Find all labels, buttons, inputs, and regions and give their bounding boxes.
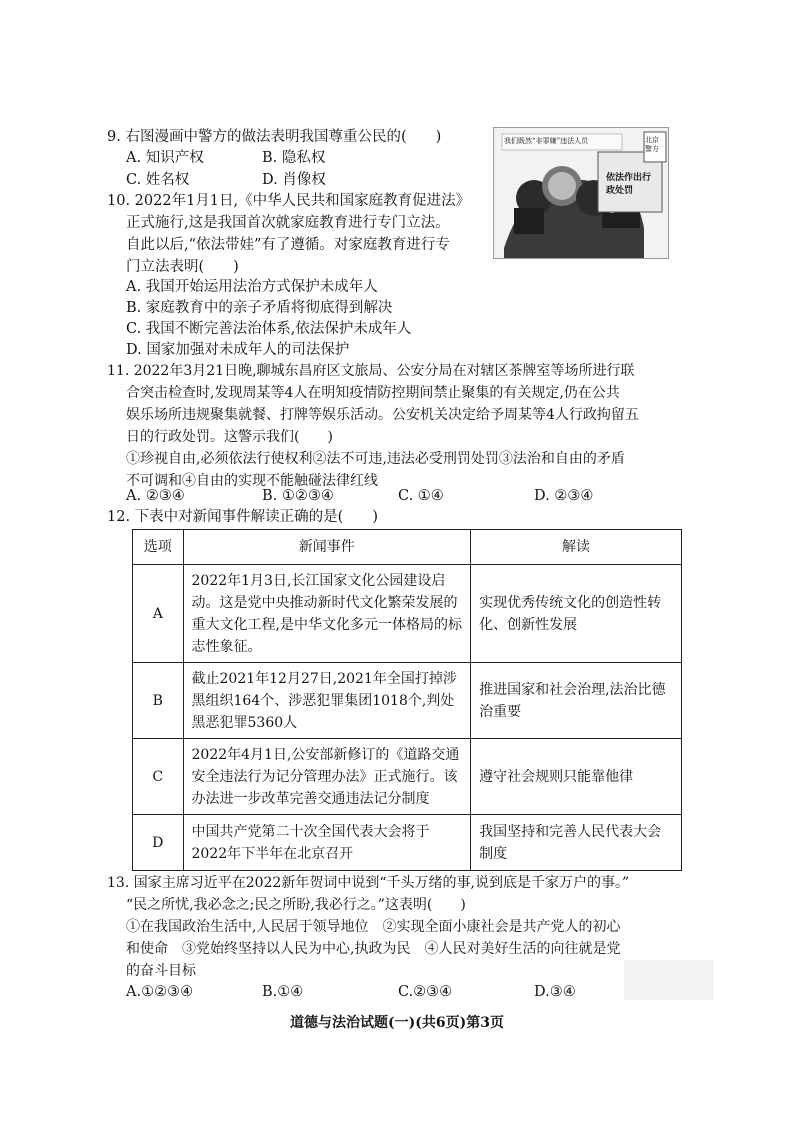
q11-option-a: A. ②③④ [126,488,185,504]
cartoon-banner-text: 我们既然“非罪嫌”违法人员 [504,137,589,145]
q11-line4: 日的行政处罚。这警示我们( ) [126,429,333,445]
q13-line2: “民之所忧,我必念之;民之所盼,我必行之。”这表明( ) [126,897,466,913]
header-event: 新闻事件 [183,530,471,565]
q10-line2: 正式施行,这是我国首次就家庭教育进行专门立法。 [126,215,450,231]
q9-option-d: D. 肖像权 [262,172,326,188]
row-option: A [133,565,184,663]
q11-line3: 娱乐场所违规聚集就餐、打牌等娱乐活动。公安机关决定给予周某等4人行政拘留五 [126,407,639,423]
q13-line1: 13. 国家主席习近平在2022新年贺词中说到“千头万绪的事,说到底是千家万户的事。” [107,875,630,891]
row-interpretation: 实现优秀传统文化的创造性转化、创新性发展 [471,565,682,663]
row-event: 中国共产党第二十次全国代表大会将于2022年下半年在北京召开 [183,815,471,871]
q10-option-b: B. 家庭教育中的亲子矛盾将彻底得到解决 [126,300,393,316]
q13-option-c: C.②③④ [398,984,453,1000]
q10-line1: 10. 2022年1月1日,《中华人民共和国家庭教育促进法》 [107,193,471,209]
q11-option-b: B. ①②③④ [262,488,334,504]
table-row [133,815,682,871]
scan-artifact [624,960,714,1000]
q10-option-a: A. 我国开始运用法治方式保护未成年人 [126,279,378,295]
row-option: B [133,663,184,739]
q13-line4: 和使命 ③党始终坚持以人民为中心,执政为民 ④人民对美好生活的向往就是党 [126,941,621,957]
q13-line3: ①在我国政治生活中,人民居于领导地位 ②实现全面小康社会是共产党人的初心 [126,919,621,935]
q9-option-a: A. 知识产权 [126,150,204,166]
q11-line5: ①珍视自由,必须依法行使权利②法不可违,违法必受刑罚处罚③法治和自由的矛盾 [126,451,625,467]
row-event: 2022年1月3日,长江国家文化公园建设启动。这是党中央推动新时代文化繁荣发展的重大文化工程,是中华文化多元一体格局的标志性象征。 [183,565,471,663]
q12-stem: 12. 下表中对新闻事件解读正确的是( ) [107,509,378,525]
q11-option-c: C. ①④ [398,488,444,504]
q11-line1: 11. 2022年3月21日晚,聊城东昌府区文旅局、公安分局在对辖区茶牌室等场所进行联 [107,363,635,379]
q10-line3: 自此以后,“依法带娃”有了遵循。对家庭教育进行专 [126,237,450,253]
header-option: 选项 [133,530,184,565]
row-interpretation: 我国坚持和完善人民代表大会制度 [471,815,682,871]
q13-option-a: A.①②③④ [126,984,194,1000]
row-option: D [133,815,184,871]
row-event: 2022年4月1日,公安部新修订的《道路交通安全违法行为记分管理办法》正式施行。该办法进一步改革完善交通违法记分制度 [183,739,471,815]
table-row [133,565,682,663]
q13-option-d: D.③④ [534,984,576,1000]
q10-line4: 门立法表明( ) [126,259,239,275]
q11-option-d: D. ②③④ [534,488,594,504]
cartoon-sign-text: 依法作出行政处罚 [606,173,652,196]
row-event: 截止2021年12月27日,2021年全国打掉涉黑组织164个、涉恶犯罪集团1018个,判处黑恶犯罪5360人 [183,663,471,739]
news-table-header [133,530,682,565]
police-cartoon [493,127,669,259]
page-footer: 道德与法治试题(一)(共6页)第3页 [290,1015,504,1031]
row-option: C [133,739,184,815]
q13-line5: 的奋斗目标 [126,963,196,979]
news-table [132,529,682,871]
q9-option-b: B. 隐私权 [262,150,326,166]
q9-stem: 9. 右图漫画中警方的做法表明我国尊重公民的( ) [107,129,442,145]
table-row [133,739,682,815]
header-interpretation: 解读 [471,530,682,565]
q10-option-d: D. 国家加强对未成年人的司法保护 [126,342,350,358]
q9-option-c: C. 姓名权 [126,172,190,188]
q11-line2: 合突击检查时,发现周某等4人在明知疫情防控期间禁止聚集的有关规定,仍在公共 [126,385,620,401]
q13-option-b: B.①④ [262,984,304,1000]
cartoon-corner-text: 北京警方 [645,136,659,153]
q11-line6: 不可调和④自由的实现不能触碰法律红线 [126,473,378,489]
row-interpretation: 遵守社会规则只能靠他律 [471,739,682,815]
row-interpretation: 推进国家和社会治理,法治比德治重要 [471,663,682,739]
q10-option-c: C. 我国不断完善法治体系,依法保护未成年人 [126,321,412,337]
table-row [133,663,682,739]
